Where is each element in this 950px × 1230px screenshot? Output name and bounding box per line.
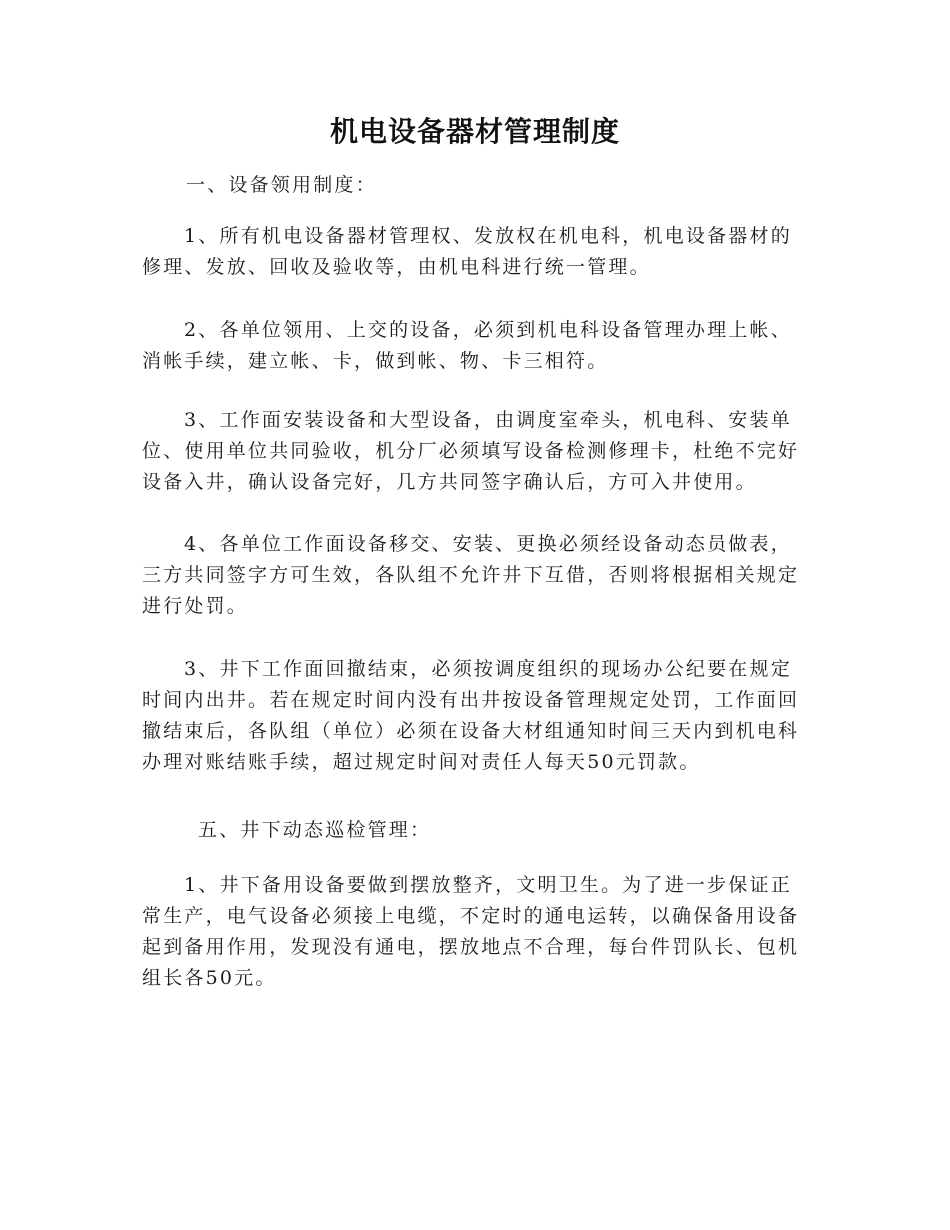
paragraph-1: 1、所有机电设备器材管理权、发放权在机电科，机电设备器材的修理、发放、回收及验收等，由机电科进行统一管理。 [142,225,792,278]
section-heading-underground-inspection: 五、井下动态巡检管理： [198,819,432,841]
paragraph-6: 1、井下备用设备要做到摆放整齐，文明卫生。为了进一步保证正常生产，电气设备必须接上电缆，不定时的通电运转，以确保备用设备起到备用作用，发现没有通电，摆放地点不合理，每台件罚队长、包机组长各50元。 [142,874,800,989]
document-title: 机电设备器材管理制度 [329,115,620,148]
section-heading-equipment-requisition: 一、设备领用制度： [186,174,377,196]
paragraph-5: 3、井下工作面回撤结束，必须按调度组织的现场办公纪要在规定时间内出井。若在规定时间内没有出井按设备管理规定处罚，工作面回撤结束后，各队组（单位）必须在设备大材组通知时间三天内到机电科办理对账结账手续，超过规定时间对责任人每天50元罚款。 [142,658,800,773]
paragraph-4: 4、各单位工作面设备移交、安装、更换必须经设备动态员做表，三方共同签字方可生效，各队组不允许井下互借，否则将根据相关规定进行处罚。 [142,533,800,617]
paragraph-2: 2、各单位领用、上交的设备，必须到机电科设备管理办理上帐、消帐手续，建立帐、卡，做到帐、物、卡三相符。 [142,319,792,372]
paragraph-3: 3、工作面安装设备和大型设备，由调度室牵头，机电科、安装单位、使用单位共同验收，机分厂必须填写设备检测修理卡，杜绝不完好设备入井，确认设备完好，几方共同签字确认后，方可入井使用。 [142,409,800,493]
